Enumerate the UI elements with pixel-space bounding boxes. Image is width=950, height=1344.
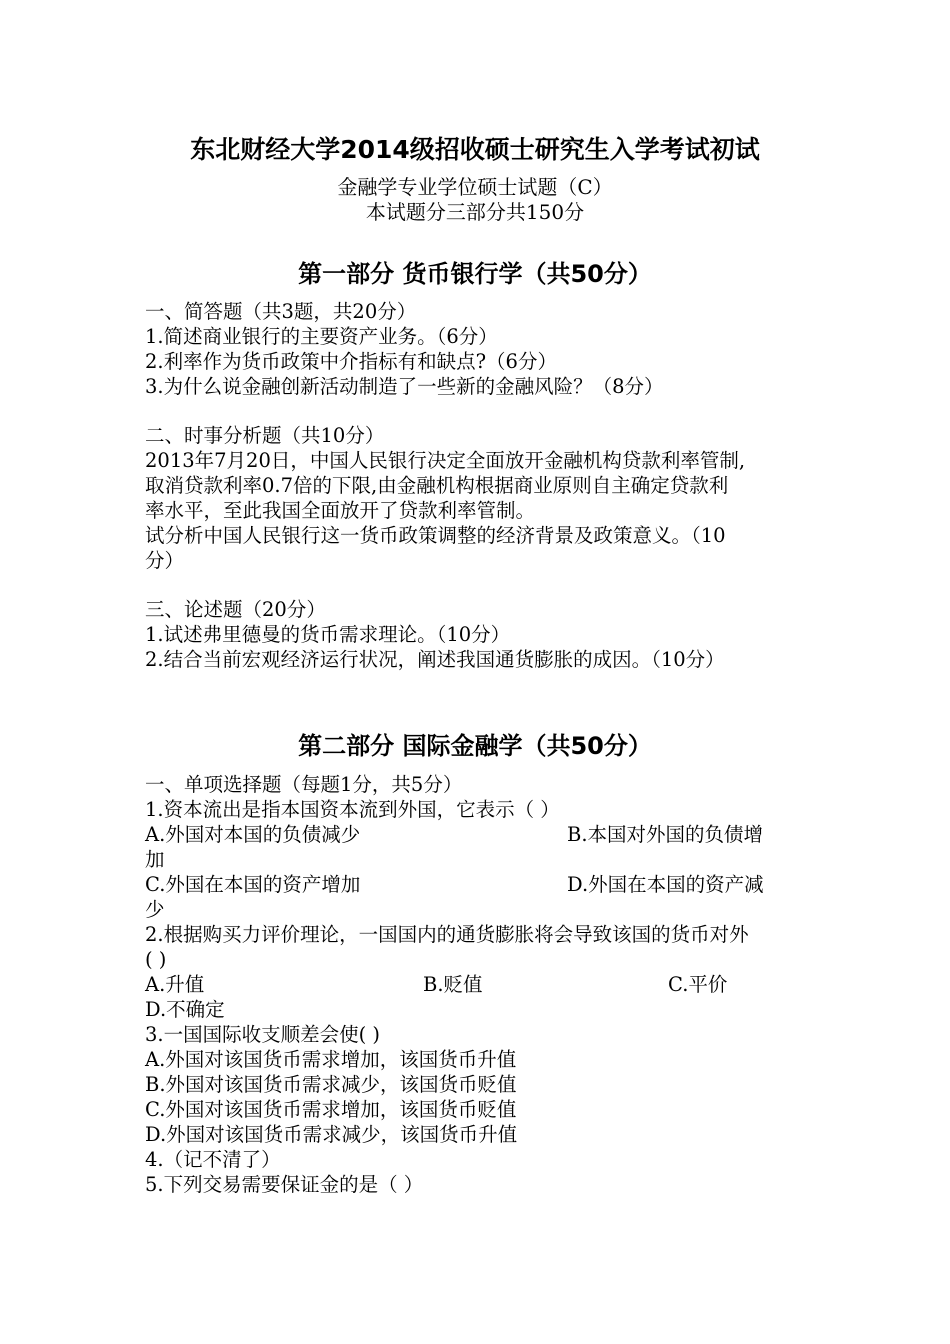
option-c: C.外国在本国的资产增加 (145, 873, 361, 896)
option-a: A.外国对本国的负债减少 (145, 823, 361, 846)
question-item: 1.简述商业银行的主要资产业务。（6分） (145, 325, 498, 348)
option-c: C.平价 (668, 973, 728, 996)
part1-heading: 第一部分 货币银行学（共50分） (298, 260, 652, 288)
part1-sec1 (145, 299, 815, 399)
exam-title: 东北财经大学2014级招收硕士研究生入学考试初试 (190, 135, 760, 164)
option-b: B.本国对外国的负债增 (567, 823, 764, 846)
exam-subtitle: 金融学专业学位硕士试题（C） (337, 175, 613, 199)
option-c: C.外国对该国货币需求增加，该国货币贬值 (145, 1098, 517, 1121)
paragraph-line: 2013年7月20日，中国人民银行决定全面放开金融机构贷款利率管制, (145, 449, 746, 472)
paragraph-line: 取消贷款利率0.7倍的下限,由金融机构根据商业原则自主确定贷款利 (145, 474, 729, 497)
exam-note: 本试题分三部分共150分 (365, 200, 585, 224)
option-b: B.外国对该国货币需求减少，该国货币贬值 (145, 1073, 517, 1096)
question-item: 2.利率作为货币政策中介指标有和缺点?（6分） (145, 350, 557, 373)
question-stem: 5.下列交易需要保证金的是（ ） (145, 1173, 424, 1196)
part1-sec2 (145, 423, 815, 573)
section-heading: 一、简答题（共3题，共20分） (145, 300, 417, 323)
part2-heading: 第二部分 国际金融学（共50分） (298, 732, 652, 760)
section-heading: 三、论述题（20分） (145, 598, 326, 621)
option-row (145, 972, 815, 997)
option-a: A.外国对该国货币需求增加，该国货币升值 (145, 1048, 517, 1071)
question-stem-wrap: ( ) (145, 948, 167, 971)
question-item: 1.试述弗里德曼的货币需求理论。（10分） (145, 623, 511, 646)
question-item: 试分析中国人民银行这一货币政策调整的经济背景及政策意义。（10 (145, 524, 726, 547)
option-d: D.外国在本国的资产减 (567, 873, 764, 896)
option-b: B.贬值 (423, 973, 483, 996)
option-row (145, 822, 815, 847)
question-item: 2.结合当前宏观经济运行状况，阐述我国通货膨胀的成因。（10分） (145, 648, 725, 671)
paragraph-line: 率水平，至此我国全面放开了贷款利率管制。 (145, 499, 536, 522)
option-wrap: 少 (145, 898, 165, 921)
part1-sec3 (145, 597, 815, 672)
question-item: 3.为什么说金融创新活动制造了一些新的金融风险？（8分） (145, 375, 664, 398)
question-stem: 1.资本流出是指本国资本流到外国，它表示（ ） (145, 798, 560, 821)
option-row (145, 872, 815, 897)
question-stem: 4.（记不清了） (145, 1148, 281, 1171)
question-stem: 2.根据购买力评价理论，一国国内的通货膨胀将会导致该国的货币对外 (145, 923, 749, 946)
section-heading: 二、时事分析题（共10分） (145, 424, 385, 447)
part2-sec1 (145, 772, 815, 1197)
question-item-wrap: 分） (145, 549, 185, 572)
option-d: D.不确定 (145, 998, 225, 1021)
option-d: D.外国对该国货币需求减少，该国货币升值 (145, 1123, 518, 1146)
question-stem: 3.一国国际收支顺差会使( ) (145, 1023, 381, 1046)
option-a: A.升值 (145, 973, 205, 996)
option-wrap: 加 (145, 848, 165, 871)
section-heading: 一、单项选择题（每题1分，共5分） (145, 773, 463, 796)
